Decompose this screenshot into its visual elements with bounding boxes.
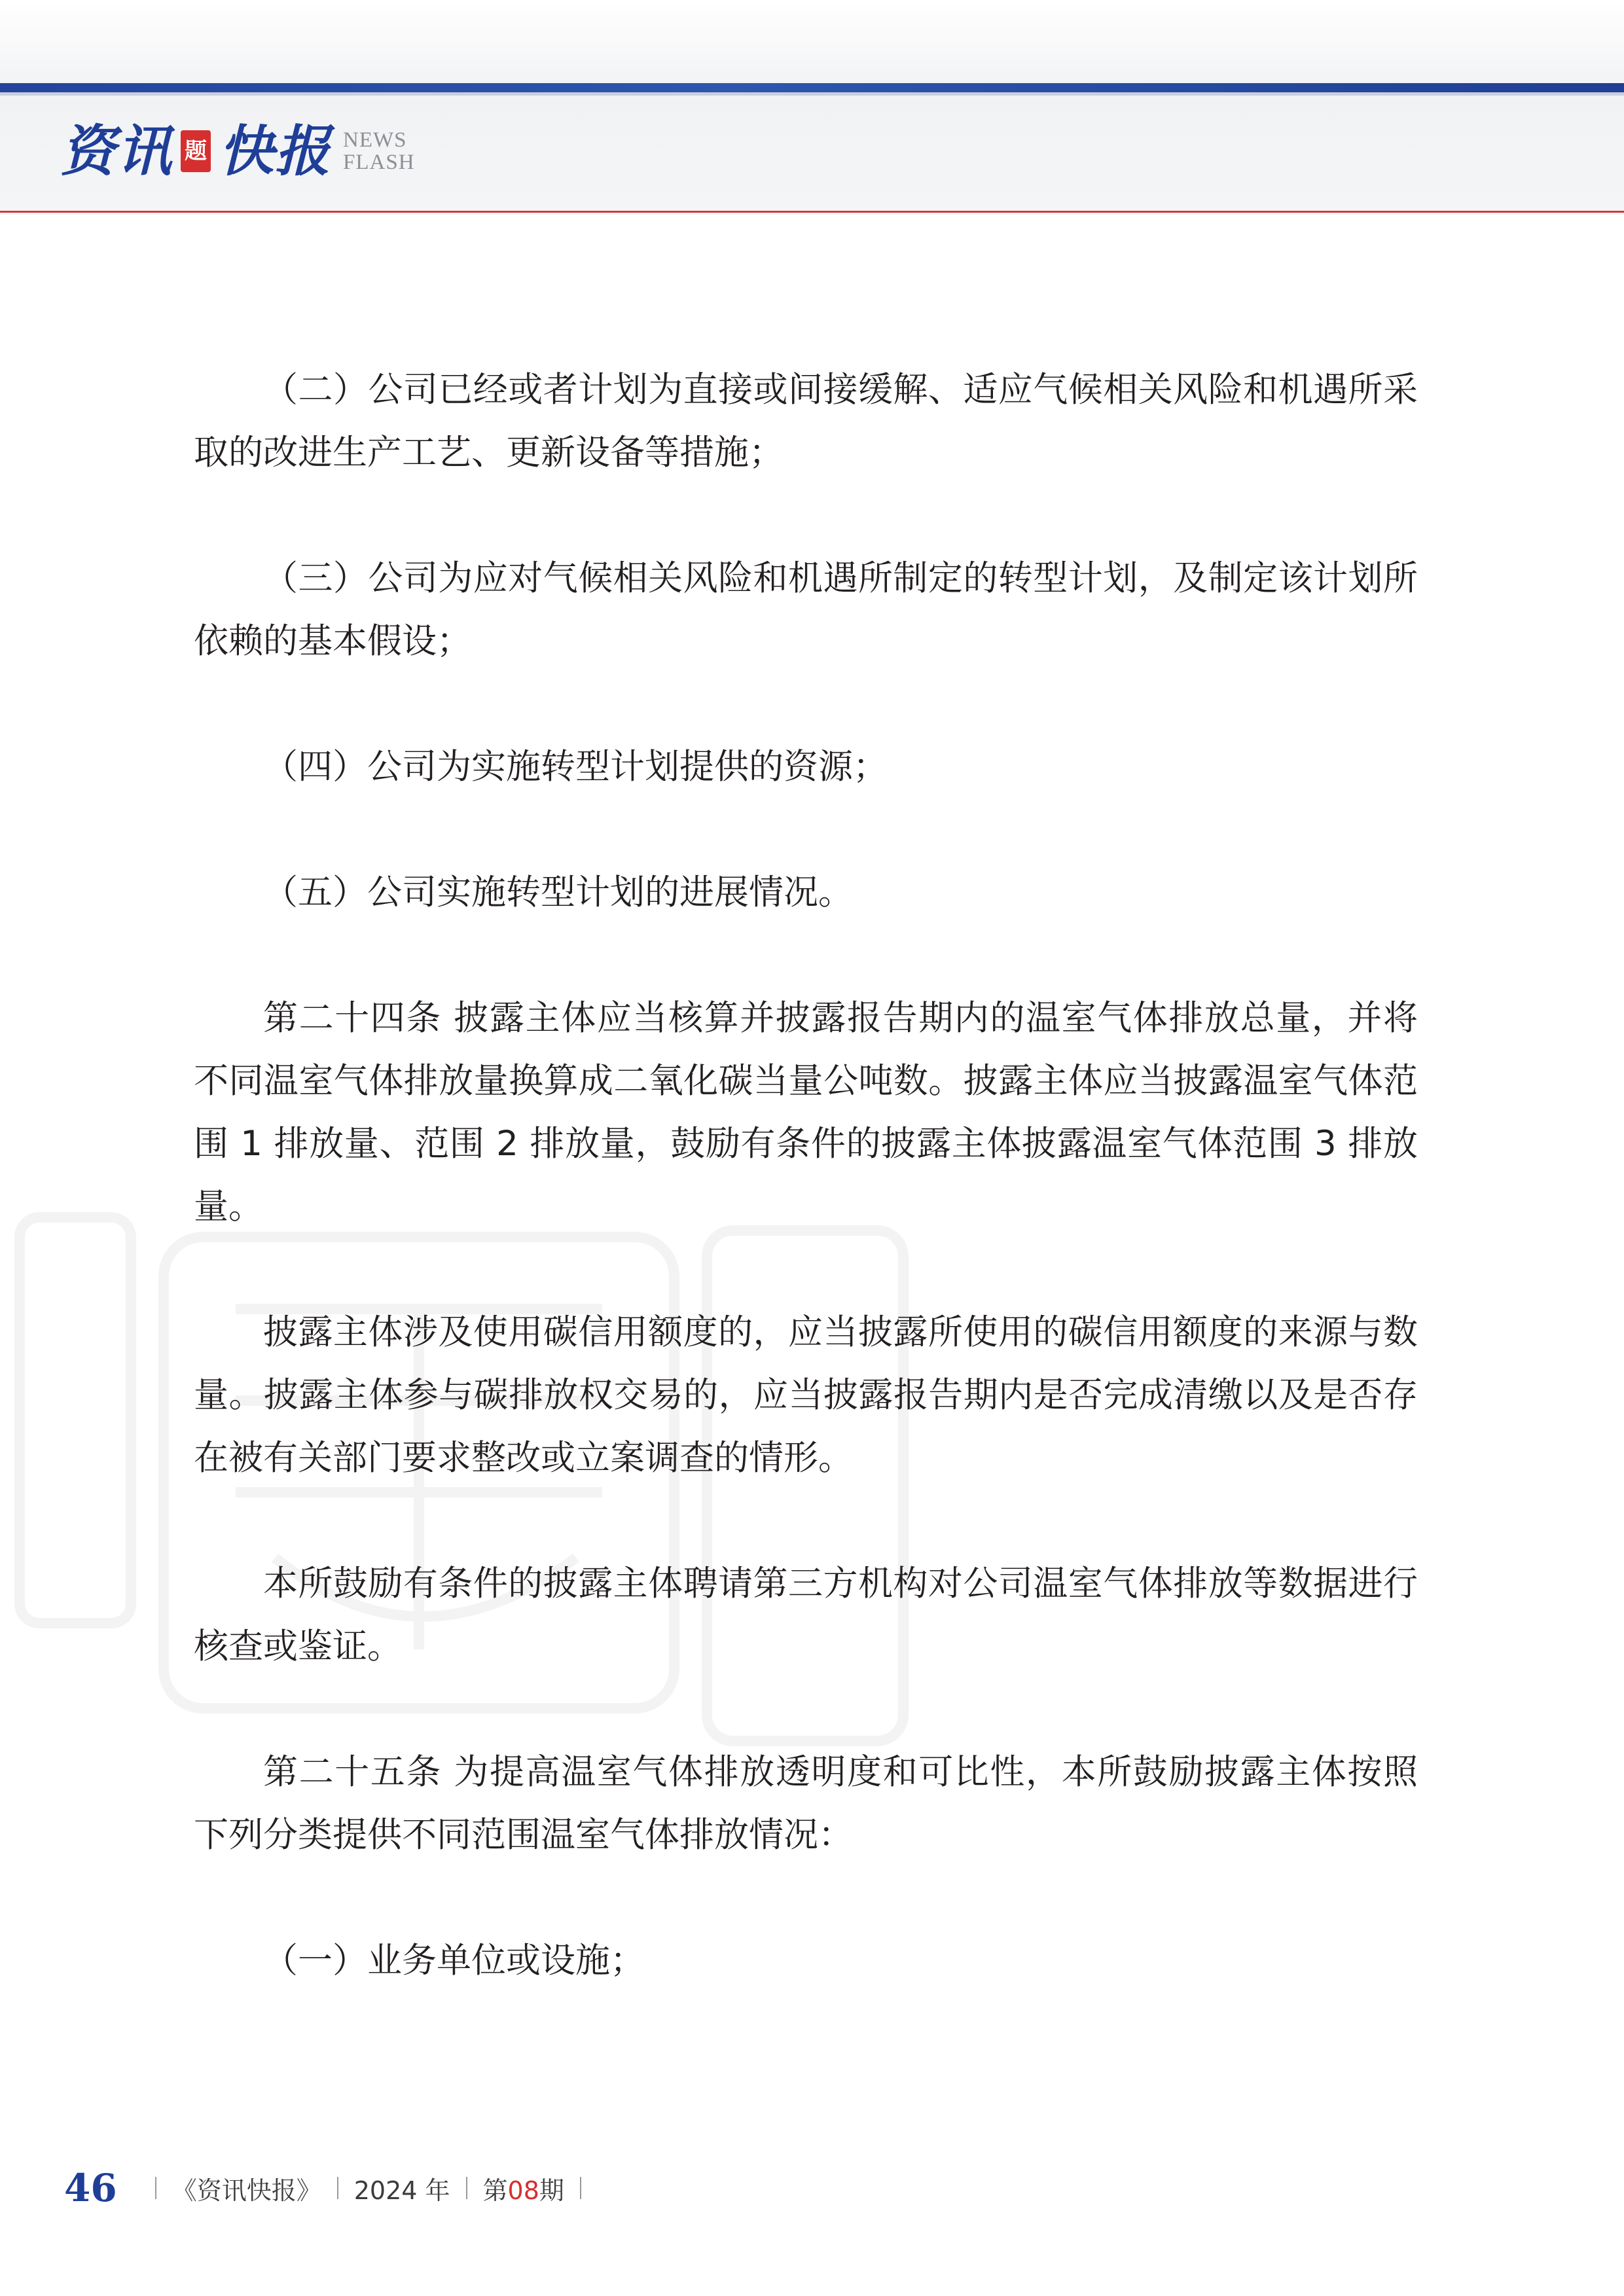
masthead-english-line1: NEWS xyxy=(343,128,407,152)
paragraph-business-units: （一）业务单位或设施； xyxy=(263,1941,645,1981)
page-number: 46 xyxy=(64,2166,117,2210)
header-band-shadow xyxy=(0,92,1624,96)
footer-issue-suffix: 期 xyxy=(539,2176,564,2205)
footer-issue-number: 08 xyxy=(507,2176,539,2205)
article-body xyxy=(194,359,1418,1992)
header-color-band xyxy=(0,83,1624,92)
masthead-title-left: 资讯 xyxy=(60,118,173,183)
masthead-logo xyxy=(60,115,415,187)
paragraph-progress: （五）公司实施转型计划的进展情况。 xyxy=(263,872,853,912)
footer-publication: 《资讯快报》 xyxy=(171,2176,321,2205)
page-header xyxy=(0,0,1624,215)
paragraph-verification: 本所鼓励有条件的披露主体聘请第三方机构对公司温室气体排放等数据进行核查或鉴证。 xyxy=(194,1564,1418,1666)
footer-divider xyxy=(337,2177,338,2199)
footer-issue xyxy=(483,2170,564,2206)
paragraph-carbon-credits: 披露主体涉及使用碳信用额度的，应当披露所使用的碳信用额度的来源与数量。披露主体参与碳排放权交易的，应当披露报告期内是否完成清缴以及是否存在被有关部门要求整改或立案调查的情形。 xyxy=(194,1312,1418,1478)
paragraph-resources: （四）公司为实施转型计划提供的资源； xyxy=(263,747,888,787)
footer-year: 2024 年 xyxy=(353,2176,450,2205)
footer-divider xyxy=(155,2177,156,2199)
masthead-seal-icon: 题 xyxy=(181,130,211,172)
paragraph-article-25: 第二十五条 为提高温室气体排放透明度和可比性，本所鼓励披露主体按照下列分类提供不同范围温室气体排放情况： xyxy=(194,1752,1418,1855)
masthead-english xyxy=(343,129,415,173)
footer-divider xyxy=(466,2177,467,2199)
paragraph-transition-plan: （三）公司为应对气候相关风险和机遇所制定的转型计划，及制定该计划所依赖的基本假设； xyxy=(194,558,1418,661)
page-footer xyxy=(64,2160,597,2216)
paragraph-article-24: 第二十四条 披露主体应当核算并披露报告期内的温室气体排放总量，并将不同温室气体排放量换算成二氧化碳当量公吨数。披露主体应当披露温室气体范围 1 排放量、范围 2 排放量，鼓励有条件的披露主体披露温室气体范围 3 排放量。 xyxy=(194,998,1418,1227)
masthead-title-right: 快报 xyxy=(219,118,332,183)
header-red-rule xyxy=(0,211,1624,213)
footer-divider xyxy=(580,2177,581,2199)
masthead-english-line2: FLASH xyxy=(343,151,415,174)
paragraph-measures: （二）公司已经或者计划为直接或间接缓解、适应气候相关风险和机遇所采取的改进生产工艺、更新设备等措施； xyxy=(194,370,1418,473)
footer-issue-prefix: 第 xyxy=(482,2176,508,2205)
